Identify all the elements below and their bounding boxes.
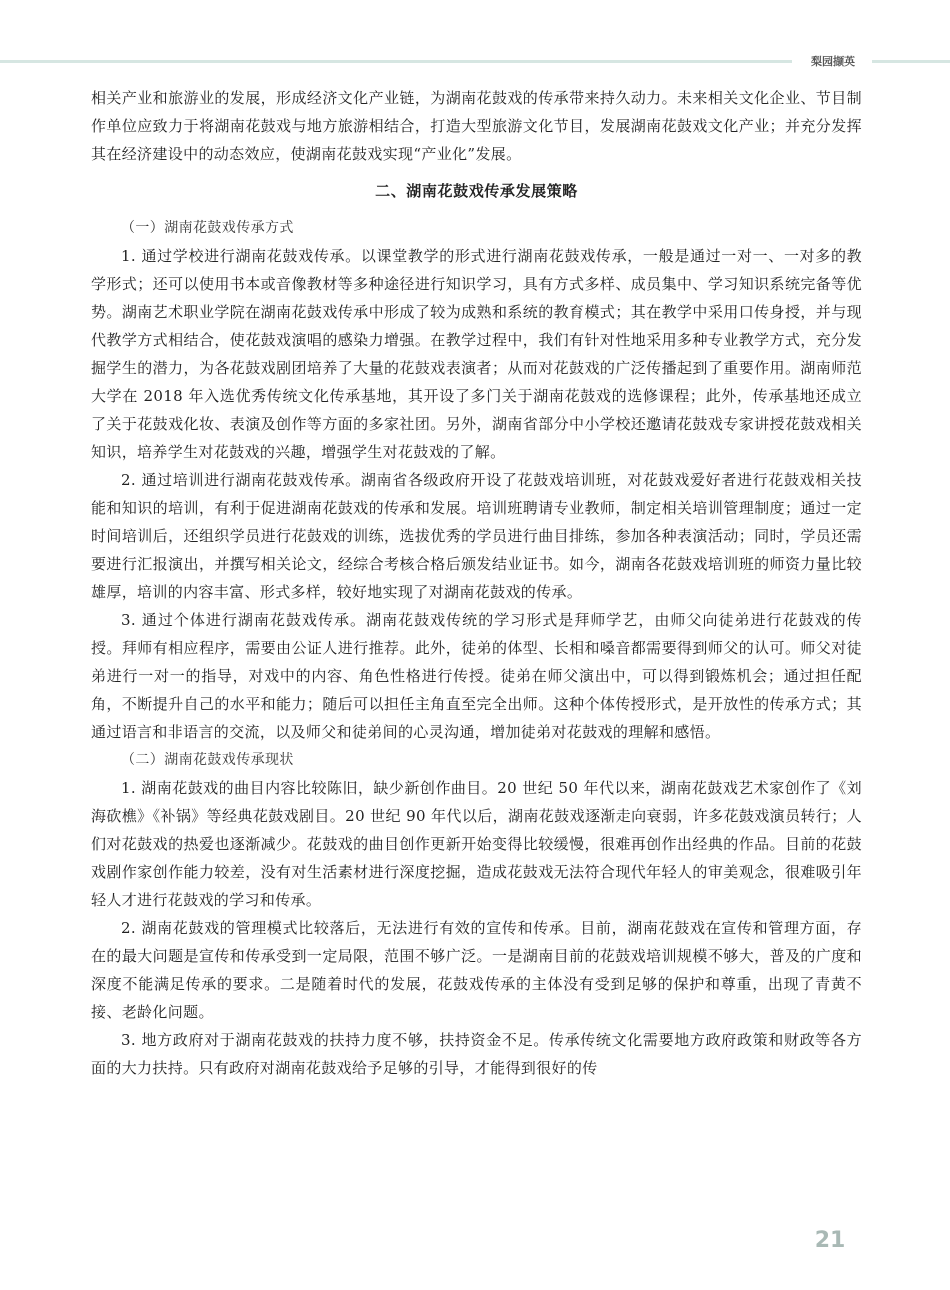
paragraph: 2. 通过培训进行湖南花鼓戏传承。湖南省各级政府开设了花鼓戏培训班，对花鼓戏爱好者进行花鼓戏相关技能和知识的培训，有利于促进湖南花鼓戏的传承和发展。培训班聘请专业教师，制定相关培训管理制度；通过一定时间培训后，还组织学员进行花鼓戏的训练，选拔优秀的学员进行曲目排练，参加各种表演活动；同时，学员还需要进行汇报演出，并撰写相关论文，经综合考核合格后颁发结业证书。如今，湖南各花鼓戏培训班的师资力量比较雄厚，培训的内容丰富、形式多样，较好地实现了对湖南花鼓戏的传承。 xyxy=(91,471,862,601)
page-number: 21 xyxy=(814,1228,846,1253)
section-header-label: 梨园撷英 xyxy=(811,55,855,68)
paragraph: 1. 湖南花鼓戏的曲目内容比较陈旧，缺少新创作曲目。20 世纪 50 年代以来，湖南花鼓戏艺术家创作了《刘海砍樵》《补锅》等经典花鼓戏剧目。20 世纪 90 年代以后，湖南花鼓戏逐渐走向衰弱，许多花鼓戏演员转行；人们对花鼓戏的热爱也逐渐减少。花鼓戏的曲目创作更新开始变得比较缓慢，很难再创作出经典的作品。目前的花鼓戏剧作家创作能力较差，没有对生活素材进行深度挖掘，造成花鼓戏无法符合现代年轻人的审美观念，很难吸引年轻人才进行花鼓戏的学习和传承。 xyxy=(91,779,862,909)
intro-paragraph: 相关产业和旅游业的发展，形成经济文化产业链，为湖南花鼓戏的传承带来持久动力。未来相关文化企业、节目制作单位应致力于将湖南花鼓戏与地方旅游相结合，打造大型旅游文化节目，发展湖南花鼓戏文化产业；并充分发挥其在经济建设中的动态效应，使湖南花鼓戏实现“产业化”发展。 xyxy=(91,89,862,163)
paragraph: 1. 通过学校进行湖南花鼓戏传承。以课堂教学的形式进行湖南花鼓戏传承，一般是通过一对一、一对多的教学形式；还可以使用书本或音像教材等多种途径进行知识学习，具有方式多样、成员集中、学习知识系统完备等优势。湖南艺术职业学院在湖南花鼓戏传承中形成了较为成熟和系统的教育模式；其在教学中采用口传身授，并与现代教学方式相结合，使花鼓戏演唱的感染力增强。在教学过程中，我们有针对性地采用多种专业教学方式，充分发掘学生的潜力，为各花鼓戏剧团培养了大量的花鼓戏表演者；从而对花鼓戏的广泛传播起到了重要作用。湖南师范大学在 2018 年入选优秀传统文化传承基地，其开设了多门关于湖南花鼓戏的选修课程；此外，传承基地还成立了关于花鼓戏化妆、表演及创作等方面的多家社团。另外，湖南省部分中小学校还邀请花鼓戏专家讲授花鼓戏相关知识，培养学生对花鼓戏的兴趣，增强学生对花鼓戏的了解。 xyxy=(91,247,862,461)
paragraph: 3. 地方政府对于湖南花鼓戏的扶持力度不够，扶持资金不足。传承传统文化需要地方政府政策和财政等各方面的大力扶持。只有政府对湖南花鼓戏给予足够的引导，才能得到很好的传 xyxy=(91,1031,862,1077)
article-body xyxy=(91,84,862,1082)
subsection-heading: （二）湖南花鼓戏传承现状 xyxy=(121,752,294,768)
subsection-status xyxy=(91,746,862,1082)
paragraph: 2. 湖南花鼓戏的管理模式比较落后，无法进行有效的宣传和传承。目前，湖南花鼓戏在宣传和管理方面，存在的最大问题是宣传和传承受到一定局限，范围不够广泛。一是湖南目前的花鼓戏培训规模不够大，普及的广度和深度不能满足传承的要求。二是随着时代的发展，花鼓戏传承的主体没有受到足够的保护和尊重，出现了青黄不接、老龄化问题。 xyxy=(91,919,862,1021)
subsection-heading: （一）湖南花鼓戏传承方式 xyxy=(121,220,294,236)
paragraph: 3. 通过个体进行湖南花鼓戏传承。湖南花鼓戏传统的学习形式是拜师学艺，由师父向徒弟进行花鼓戏的传授。拜师有相应程序，需要由公证人进行推荐。此外，徒弟的体型、长相和嗓音都需要得到师父的认可。师父对徒弟进行一对一的指导，对戏中的内容、角色性格进行传授。徒弟在师父演出中，可以得到锻炼机会；通过担任配角，不断提升自己的水平和能力；随后可以担任主角直至完全出师。这种个体传授形式，是开放性的传承方式；其通过语言和非语言的交流，以及师父和徒弟间的心灵沟通，增加徒弟对花鼓戏的理解和感悟。 xyxy=(91,611,862,741)
header-rule-left xyxy=(0,60,792,63)
subsection-methods xyxy=(91,214,862,746)
section-title: 二、湖南花鼓戏传承发展策略 xyxy=(375,182,578,200)
header-rule-right xyxy=(872,60,950,63)
